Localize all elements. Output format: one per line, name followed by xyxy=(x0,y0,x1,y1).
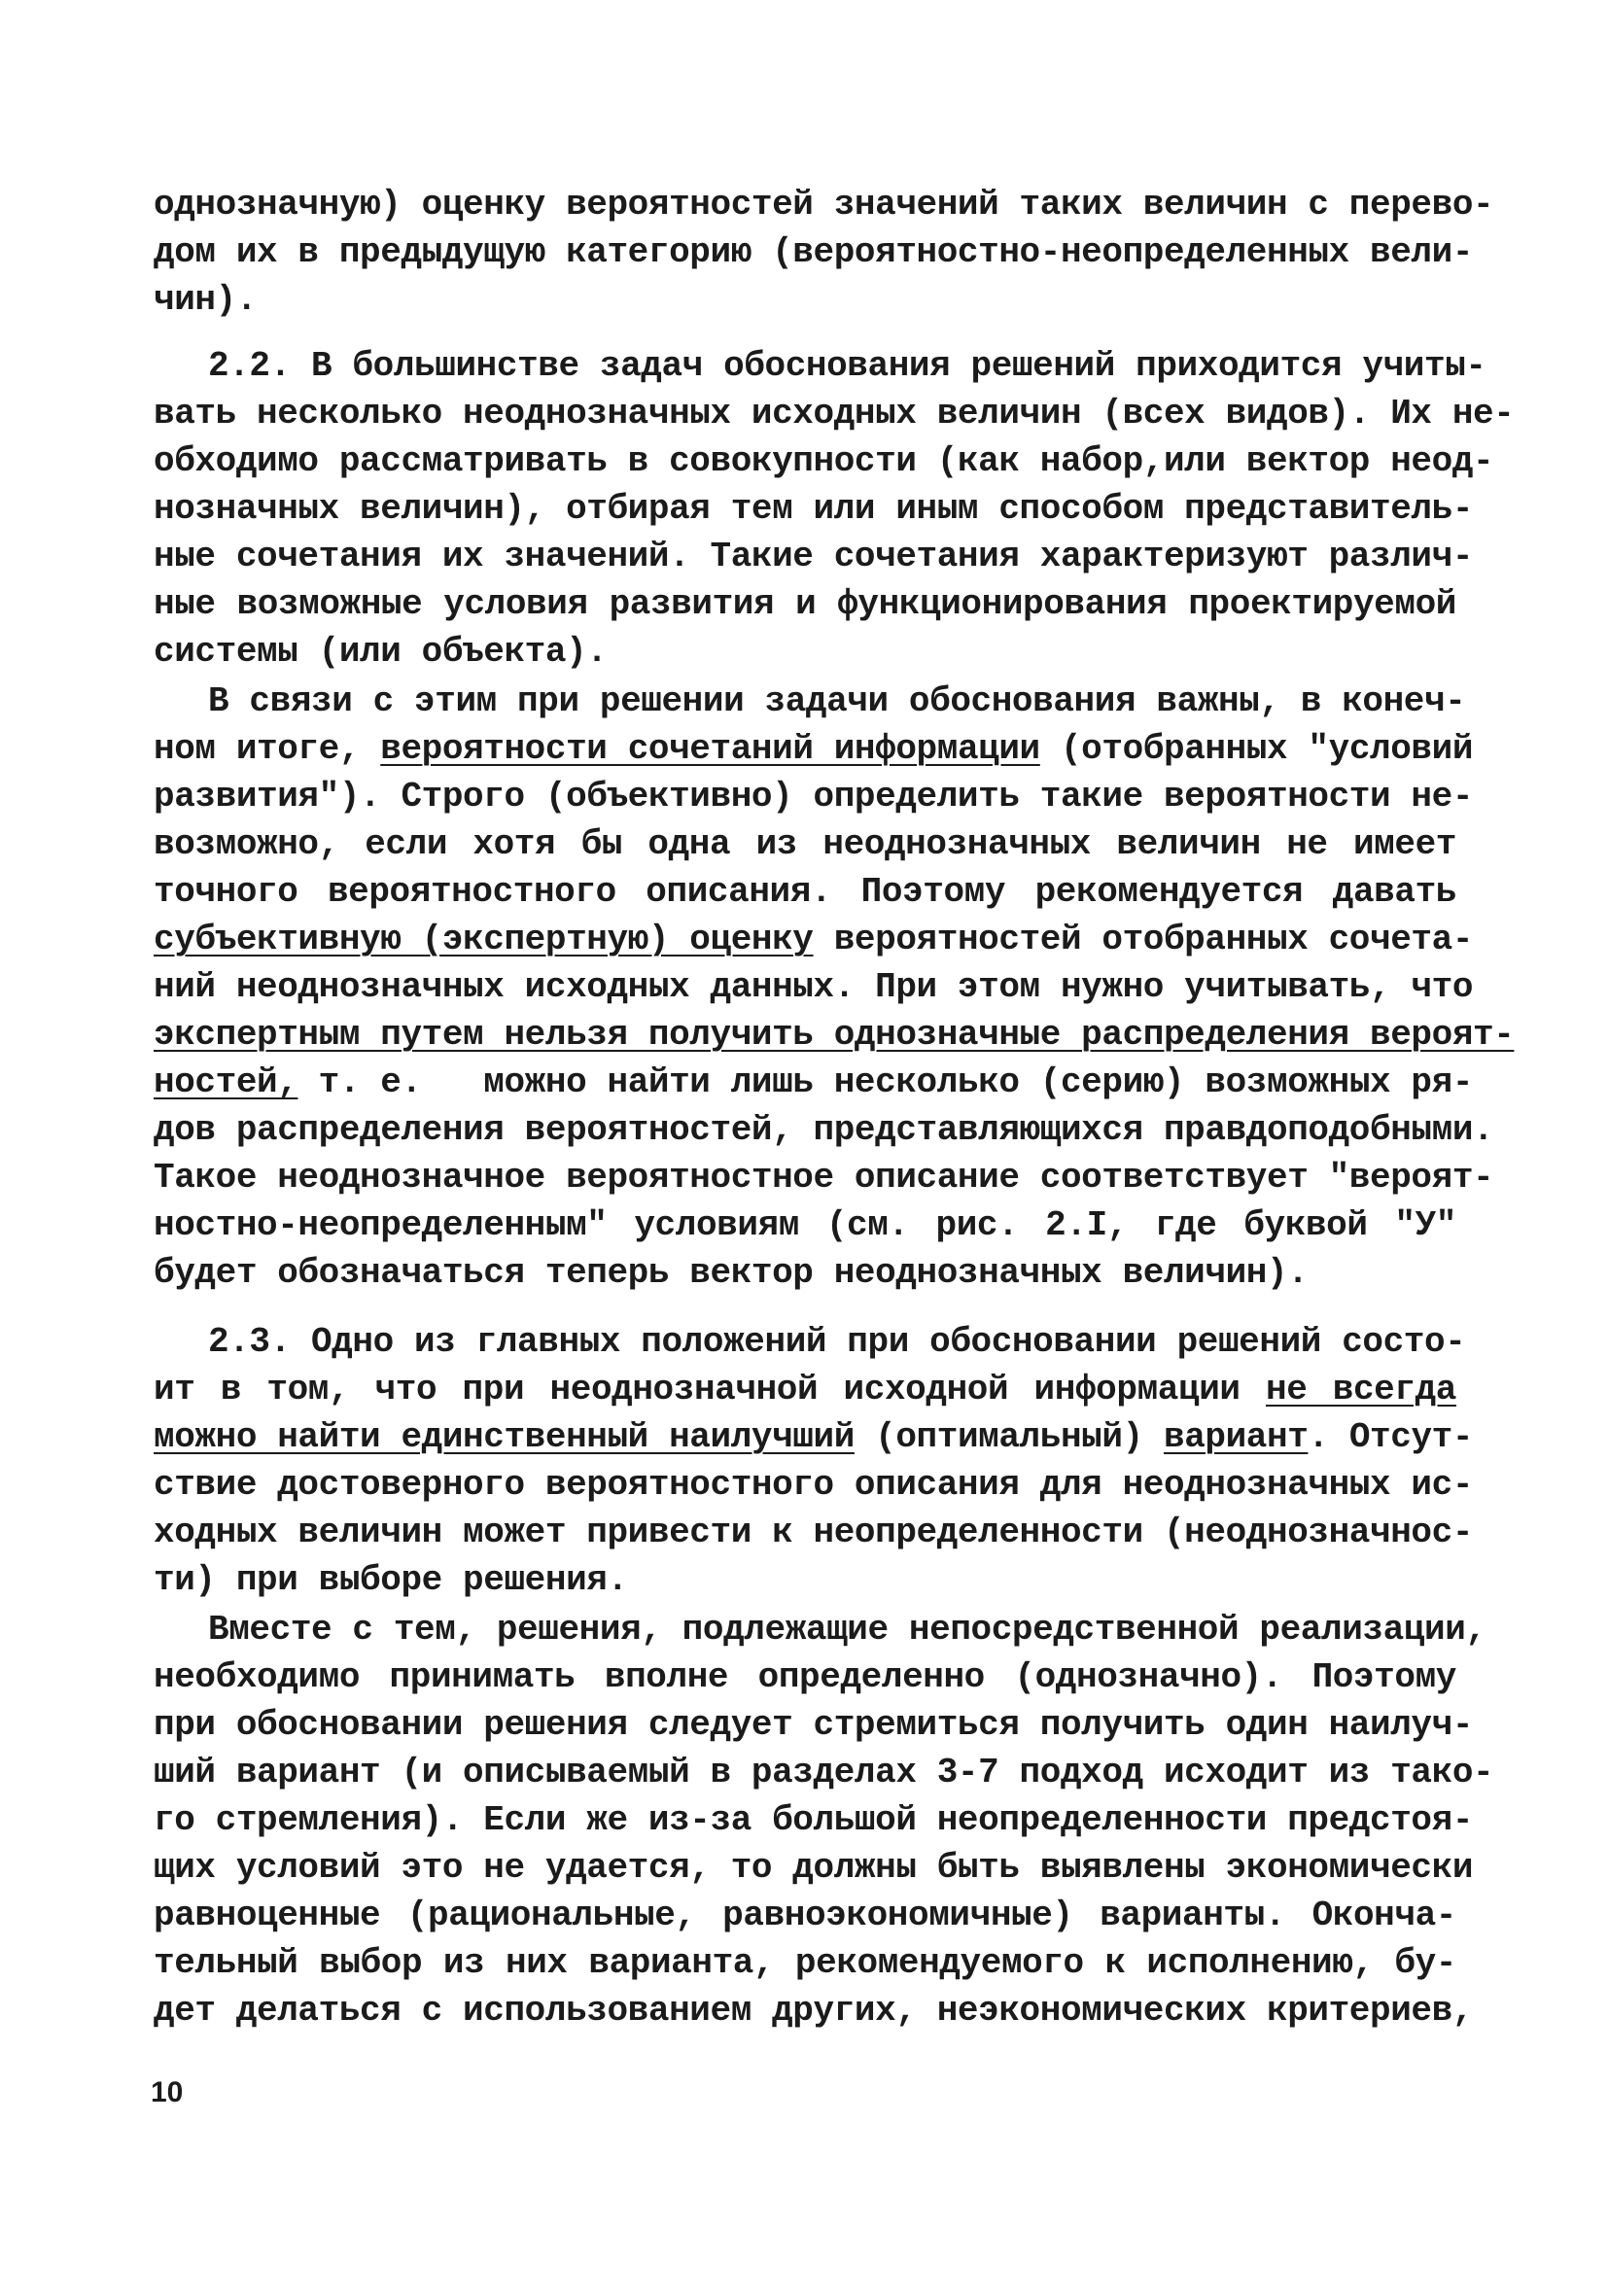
text-line: необходимо принимать вполне определенно (однозначно). Поэтому xyxy=(154,1657,1456,1697)
underlined-phrase: экспертным путем нельзя получить однозначные распределения вероят- xyxy=(154,1015,1515,1055)
text-line: ит в том, что при неоднозначной исходной информации не всегда xyxy=(154,1370,1456,1409)
text-line: вать несколько неоднозначных исходных величин (всех видов). Их не- xyxy=(154,394,1515,434)
text-line: тельный выбор из них варианта, рекомендуемого к исполнению, бу- xyxy=(154,1943,1456,1983)
text-line: ностно-неопределенным" условиям (см. рис. 2.I, где буквой "У" xyxy=(154,1205,1456,1245)
text-line: дов распределения вероятностей, представляющихся правдоподобными. xyxy=(154,1110,1494,1150)
underlined-phrase: ностей, xyxy=(154,1062,298,1102)
text-line: субъективную (экспертную) оценку вероятностей отобранных сочета- xyxy=(154,920,1474,959)
text-line: 2.3. Одно из главных положений при обосновании решений состо- xyxy=(208,1322,1466,1362)
text-line: будет обозначаться теперь вектор неоднозначных величин). xyxy=(154,1253,1309,1293)
text-line: ти) при выборе решения. xyxy=(154,1560,628,1600)
underlined-phrase: вероятности сочетаний информации xyxy=(380,729,1040,769)
text-line: дом их в предыдущую категорию (вероятностно-неопределенных вели- xyxy=(154,232,1474,272)
text-line: ходных величин может привести к неопределенности (неоднозначнос- xyxy=(154,1513,1474,1552)
text-line: ший вариант (и описываемый в разделах 3-7 подход исходит из тако- xyxy=(154,1753,1494,1792)
text-line: ном итоге, вероятности сочетаний информации (отобранных "условий xyxy=(154,729,1474,769)
text-line: системы (или объекта). xyxy=(154,632,608,672)
underlined-phrase: не всегда xyxy=(1265,1370,1456,1409)
text-line xyxy=(154,1011,1515,1059)
underlined-phrase: можно найти единственный наилучший xyxy=(154,1417,855,1457)
text-line: ностей, т. е. можно найти лишь несколько (серию) возможных ря- xyxy=(154,1062,1474,1102)
text-line: щих условий это не удается, то должны быть выявлены экономически xyxy=(154,1848,1474,1888)
page-number: 10 xyxy=(151,2076,184,2108)
text-line: возможно, если хотя бы одна из неоднозначных величин не имеет xyxy=(154,824,1456,864)
text-line: В связи с этим при решении задачи обоснования важны, в конеч- xyxy=(208,681,1466,721)
text-line: обходимо рассматривать в совокупности (как набор,или вектор неод- xyxy=(154,441,1494,481)
text-line: ные сочетания их значений. Такие сочетания характеризуют различ- xyxy=(154,537,1474,576)
text-line: нозначных величин), отбирая тем или иным способом представитель- xyxy=(154,489,1474,529)
text-line: дет делаться с использованием других, неэкономических критериев, xyxy=(154,1991,1474,2031)
text-line: развития"). Строго (объективно) определить такие вероятности не- xyxy=(154,777,1474,817)
text-line: ний неоднозначных исходных данных. При этом нужно учитывать, что xyxy=(154,967,1474,1007)
underlined-phrase: субъективную (экспертную) оценку xyxy=(154,920,814,959)
text-line: ные возможные условия развития и функционирования проектируемой xyxy=(154,584,1456,624)
text-line: однозначную) оценку вероятностей значений таких величин с перево- xyxy=(154,185,1494,225)
text-line: точного вероятностного описания. Поэтому рекомендуется давать xyxy=(154,872,1456,912)
text-line: 2.2. В большинстве задач обоснования решений приходится учиты- xyxy=(208,346,1486,386)
text-line: можно найти единственный наилучший (оптимальный) вариант. Отсут- xyxy=(154,1417,1474,1457)
text-line: равноценные (рациональные, равноэкономичные) варианты. Оконча- xyxy=(154,1896,1456,1935)
text-line: чин). xyxy=(154,280,258,320)
underlined-word: вариант xyxy=(1163,1417,1309,1457)
text-line: при обосновании решения следует стремиться получить один наилуч- xyxy=(154,1705,1474,1745)
text-line: го стремления). Если же из-за большой неопределенности предстоя- xyxy=(154,1800,1474,1840)
text-line: Такое неоднозначное вероятностное описание соответствует "вероят- xyxy=(154,1158,1494,1198)
text-line: ствие достоверного вероятностного описания для неоднозначных ис- xyxy=(154,1465,1474,1505)
text-line: Вместе с тем, решения, подлежащие непосредственной реализации, xyxy=(208,1610,1486,1650)
